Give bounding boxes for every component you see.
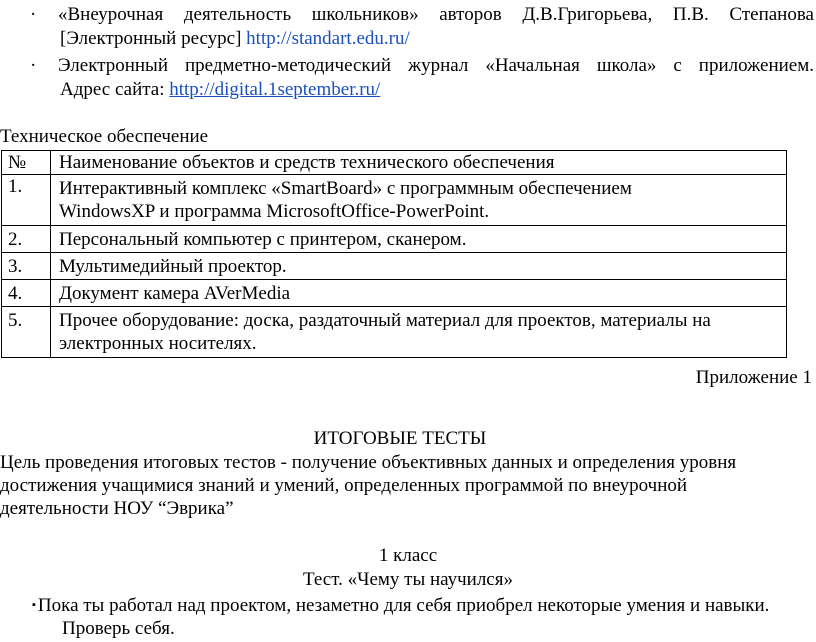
resource-item-2 [30, 54, 814, 101]
row-name [51, 280, 787, 307]
table-row [2, 307, 787, 358]
row-num: 4. [2, 280, 51, 307]
tech-equipment-table [1, 150, 787, 358]
row-num: 2. [2, 226, 51, 253]
resource-2-line-2: Адрес сайта: [60, 79, 165, 100]
section-title: ИТОГОВЫЕ ТЕСТЫ [313, 428, 487, 449]
appendix-label: Приложение 1 [695, 367, 812, 388]
purpose-line: Цель проведения итоговых тестов - получение объективных данных и определения уровня [0, 452, 737, 473]
table-row [2, 175, 787, 226]
row-line: Мультимедийный проектор. [59, 256, 287, 277]
bullet-dot: · [30, 55, 37, 76]
resource-item-1 [30, 3, 814, 50]
row-name [51, 253, 787, 280]
square-bullet-icon: ▪ [32, 599, 36, 611]
row-line: электронных носителях. [59, 333, 257, 354]
row-line: Документ камера AVerMedia [59, 283, 291, 304]
bullet-dot: · [30, 4, 37, 25]
row-line: WindowsXP и программа MicrosoftOffice-PowerPoint. [59, 201, 490, 222]
intro-item [32, 594, 816, 640]
resource-1-link[interactable]: http://standart.edu.ru/ [246, 28, 410, 49]
intro-line: Пока ты работал над проектом, незаметно для себя приобрел некоторые умения и навыки. [37, 595, 770, 616]
table-header-num: № [2, 151, 51, 175]
row-name [51, 226, 787, 253]
row-num: 5. [2, 307, 51, 358]
table-row [2, 253, 787, 280]
resource-1-line-1: «Внеурочная деятельность школьников» авторов Д.В.Григорьева, П.В. Степанова [58, 4, 814, 25]
resource-2-link[interactable]: http://digital.1september.ru/ [169, 79, 381, 100]
row-line: Интерактивный комплекс «SmartBoard» с программным обеспечением [59, 178, 632, 199]
table-row [2, 226, 787, 253]
table-row [2, 280, 787, 307]
row-line: Персональный компьютер с принтером, сканером. [59, 229, 467, 250]
row-name [51, 175, 787, 226]
purpose-line: деятельности НОУ “Эврика” [0, 498, 234, 519]
table-header-row [2, 151, 787, 175]
row-line: Прочее оборудование: доска, раздаточный материал для проектов, материалы на [59, 310, 711, 331]
row-name [51, 307, 787, 358]
grade-label: 1 класс [378, 545, 438, 566]
test-title: Тест. «Чему ты научился» [303, 569, 513, 590]
row-num: 3. [2, 253, 51, 280]
purpose-paragraph [0, 451, 812, 520]
purpose-line: достижения учащимися знаний и умений, определенных программой по внеурочной [0, 475, 688, 496]
tech-section-title: Техническое обеспечение [0, 126, 209, 147]
table-header-name: Наименование объектов и средств технического обеспечения [51, 151, 787, 175]
row-num: 1. [2, 175, 51, 226]
resource-2-line-1: Электронный предметно-методический журнал «Начальная школа» с приложением. [58, 55, 814, 76]
intro-line: Проверь себя. [62, 618, 175, 639]
resource-1-line-2: [Электронный ресурс] [60, 28, 242, 49]
